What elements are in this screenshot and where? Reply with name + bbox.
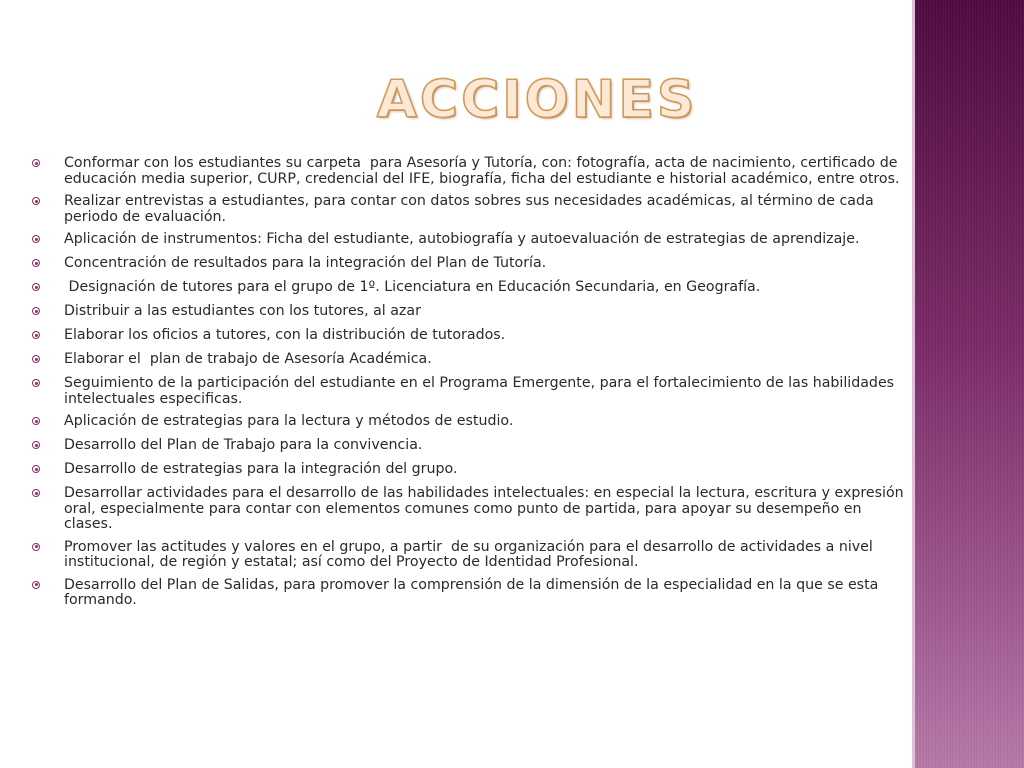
bullet-icon [32, 328, 64, 345]
bullet-icon [32, 414, 64, 431]
list-item [32, 462, 904, 479]
bullet-icon [32, 438, 64, 455]
list-item [32, 414, 904, 431]
list-item [32, 156, 904, 187]
list-item-text: Desarrollar actividades para el desarrollo de las habilidades intelectuales: en especial la lectura, escritura y expresión oral, especialmente para contar con elementos comunes como punto de partida, para apoyar su desempeño en clases. [64, 485, 909, 532]
list-item [32, 232, 904, 249]
bullet-icon [32, 280, 64, 297]
bullet-icon [32, 578, 64, 595]
bullet-icon [32, 304, 64, 321]
list-item-text: Distribuir a las estudiantes con los tutores, al azar [64, 303, 421, 319]
slide-title: ACCIONES [376, 70, 698, 130]
list-item [32, 540, 904, 571]
list-item-text: Realizar entrevistas a estudiantes, para contar con datos sobres sus necesidades académicas, al término de cada periodo de evaluación. [64, 193, 879, 225]
bullet-icon [32, 256, 64, 273]
list-item-text: Aplicación de estrategias para la lectura y métodos de estudio. [64, 413, 514, 429]
list-item [32, 485, 909, 533]
list-item [32, 194, 904, 225]
list-item-text: Concentración de resultados para la integración del Plan de Tutoría. [64, 255, 547, 271]
list-item [32, 280, 904, 297]
bullet-icon [32, 486, 64, 503]
bullet-icon [32, 194, 64, 211]
list-item-text: Conformar con los estudiantes su carpeta para Asesoría y Tutoría, con: fotografía, acta de nacimiento, certificado de educación media superior, CURP, credencial del IFE, biografía, ficha del estudiante e historial académico, entre otros. [64, 155, 902, 187]
list-item [32, 578, 904, 609]
list-item-text: Aplicación de instrumentos: Ficha del estudiante, autobiografía y autoevaluación de estrategias de aprendizaje. [64, 231, 860, 247]
list-item-text: Elaborar el plan de trabajo de Asesoría Académica. [64, 351, 432, 367]
list-item [32, 438, 904, 455]
list-item-text: Elaborar los oficios a tutores, con la distribución de tutorados. [64, 327, 506, 343]
bullet-list [32, 155, 909, 616]
list-item-text: Desarrollo del Plan de Trabajo para la convivencia. [64, 437, 423, 453]
list-item-text: Desarrollo del Plan de Salidas, para promover la comprensión de la dimensión de la especialidad en la que se esta formando. [64, 576, 883, 608]
bullet-icon [32, 232, 64, 249]
bullet-icon [32, 540, 64, 557]
list-item-text: Promover las actitudes y valores en el grupo, a partir de su organización para el desarrollo de actividades a nivel institucional, de región y estatal; así como del Proyecto de Identidad Profesional. [64, 538, 878, 570]
bullet-icon [32, 352, 64, 369]
list-item-text: Designación de tutores para el grupo de 1º. Licenciatura en Educación Secundaria, en Geografía. [64, 279, 761, 295]
bullet-icon [32, 156, 64, 173]
bullet-icon [32, 462, 64, 479]
list-item-text: Seguimiento de la participación del estudiante en el Programa Emergente, para el fortalecimiento de las habilidades intelectuales especificas. [64, 375, 899, 407]
list-item [32, 376, 904, 407]
list-item [32, 328, 904, 345]
list-item [32, 352, 904, 369]
list-item-text: Desarrollo de estrategias para la integración del grupo. [64, 461, 458, 477]
list-item [32, 304, 904, 321]
list-item [32, 256, 904, 273]
bullet-icon [32, 376, 64, 393]
